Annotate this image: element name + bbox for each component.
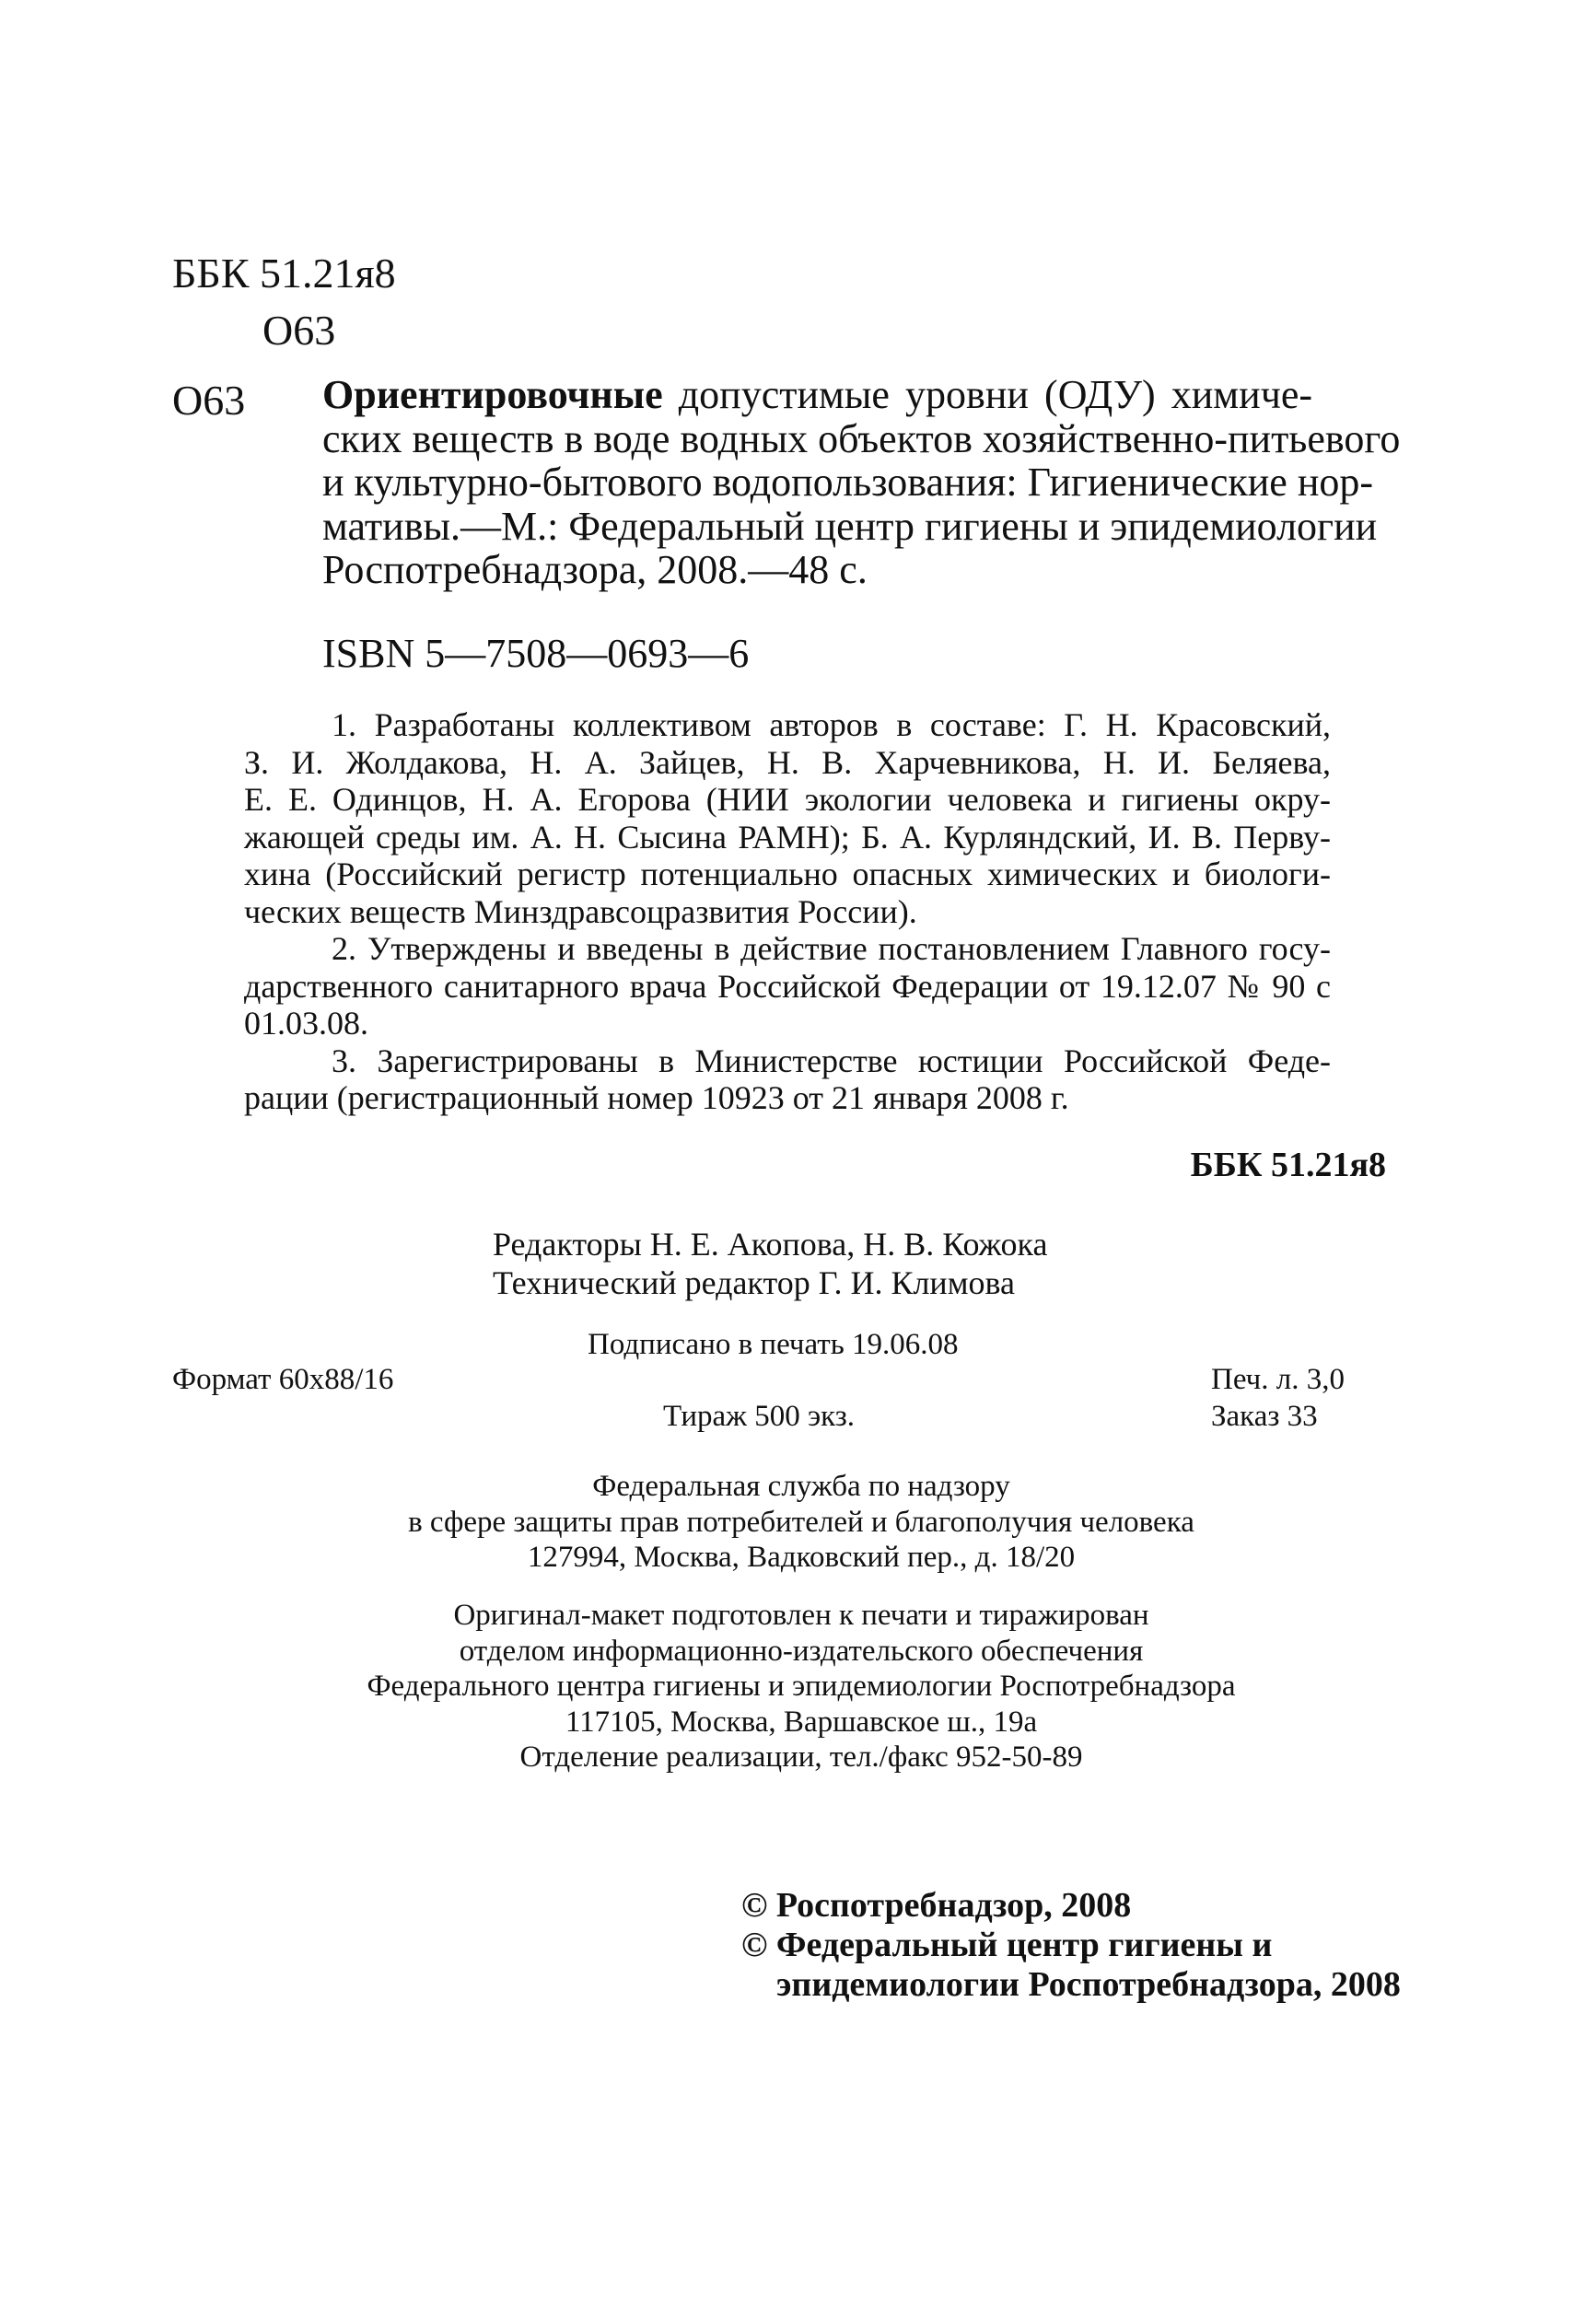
note-line: 01.03.08. — [244, 1005, 368, 1042]
layout-line: отделом информационно-издательского обеспечения — [459, 1634, 1144, 1668]
note-line: дарственного санитарного врача Российской Федерации от 19.12.07 № 90 с — [244, 967, 1331, 1005]
layout-info-block — [276, 1598, 1326, 1775]
editors-block — [493, 1225, 1047, 1302]
note-line: З. И. Жолдакова, Н. А. Зайцев, Н. В. Харчевникова, Н. И. Беляева, — [244, 743, 1331, 781]
layout-line: Отделение реализации, тел./факс 952-50-89 — [519, 1740, 1083, 1774]
layout-line: 117105, Москва, Варшавское ш., 19а — [565, 1705, 1038, 1739]
author-code-top: О63 — [262, 307, 336, 354]
annotation-line-4: мативы.—М.: Федеральный центр гигиены и эпидемиологии — [322, 503, 1378, 549]
note-line: жающей среды им. А. Н. Сысина РАМН); Б. А. Курляндский, И. В. Перву- — [244, 818, 1331, 856]
annotation-line-1 — [322, 373, 1312, 417]
layout-line: Оригинал-макет подготовлен к печати и тиражирован — [453, 1599, 1149, 1632]
annotation-line-1-text: допустимые уровни (ОДУ) химиче- — [678, 372, 1312, 417]
note-line: 3. Зарегистрированы в Министерстве юстиции Российской Феде- — [332, 1042, 1331, 1079]
note-line: рации (регистрационный номер 10923 от 21 января 2008 г. — [244, 1079, 1069, 1116]
note-line: Е. Е. Одинцов, Н. А. Егорова (НИИ экологии человека и гигиены окру- — [244, 781, 1331, 818]
bbk-index-bottom: ББК 51.21я8 — [1190, 1146, 1386, 1184]
print-run: Тираж 500 экз. — [663, 1400, 855, 1433]
catalog-code: О63 — [172, 377, 246, 424]
isbn: ISBN 5—7508—0693—6 — [322, 631, 750, 676]
note-line: 1. Разработаны коллективом авторов в составе: Г. Н. Красовский, — [332, 706, 1331, 743]
notes-block — [244, 706, 1331, 1117]
layout-line: Федерального центра гигиены и эпидемиологии Роспотребнадзора — [367, 1670, 1236, 1703]
agency-block — [276, 1469, 1326, 1576]
copyright-block — [741, 1886, 1401, 2005]
printed-sheets: Печ. л. 3,0 — [1211, 1363, 1345, 1396]
signed-date: Подписано в печать 19.06.08 — [588, 1328, 959, 1361]
tech-editor-line: Технический редактор Г. И. Климова — [493, 1264, 1015, 1301]
order-number: Заказ 33 — [1211, 1400, 1318, 1433]
agency-line: Федеральная служба по надзору — [592, 1470, 1010, 1503]
agency-line: в сфере защиты прав потребителей и благополучия человека — [408, 1505, 1194, 1539]
note-line: хина (Российский регистр потенциально опасных химических и биологи- — [244, 856, 1331, 892]
bibliographic-annotation — [322, 372, 1401, 592]
annotation-line-5: Роспотребнадзора, 2008.—48 с. — [322, 547, 868, 592]
agency-line: 127994, Москва, Вадковский пер., д. 18/20 — [527, 1541, 1076, 1574]
copyright-line: © Роспотребнадзор, 2008 — [741, 1886, 1132, 1925]
note-line: ческих веществ Минздравсоцразвития России). — [244, 892, 917, 930]
title-bold: Ориентировочные — [322, 372, 663, 417]
paper-format: Формат 60x88/16 — [172, 1363, 394, 1396]
note-line: 2. Утверждены и введены в действие постановлением Главного госу- — [332, 930, 1331, 967]
annotation-line-2: ских веществ в воде водных объектов хозяйственно-питьевого — [322, 415, 1401, 461]
editors-line: Редакторы Н. Е. Акопова, Н. В. Кожока — [493, 1226, 1048, 1263]
annotation-line-3: и культурно-бытового водопользования: Гигиенические нор- — [322, 460, 1374, 505]
copyright-line: эпидемиологии Роспотребнадзора, 2008 — [776, 1965, 1401, 2004]
bbk-index-top: ББК 51.21я8 — [172, 250, 396, 297]
copyright-line: © Федеральный центр гигиены и — [741, 1926, 1273, 1964]
